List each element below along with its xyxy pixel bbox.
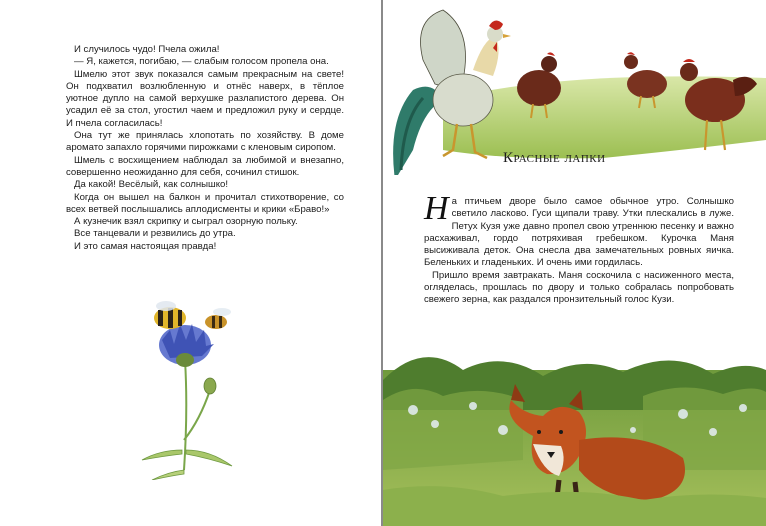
chapter-title: Красные лапки [503, 150, 606, 166]
left-paragraph-2: — Я, кажется, погибаю, — слабым голосом пропела она. [74, 56, 329, 68]
right-paragraph-2: Пришло время завтракать. Маня соскочила с насиженного места, огляделась, прошлась по двору и только собралась попробовать свежего зерна, как раздался пронзительный голос Кузи. [424, 269, 734, 306]
left-paragraph-7: Когда он вышел на балкон и прочитал стихотворение, со всех ветвей послышались аплодисменты и крики «Браво!» [66, 191, 344, 215]
left-paragraph-9: Все танцевали и резвились до утра. [74, 228, 236, 240]
honeybee-icon [205, 308, 231, 329]
left-paragraph-4: Она тут же принялась хлопотать по хозяйству. В доме аромато запахло горячими пирожками с кленовым сиропом. [66, 130, 344, 154]
right-page [383, 0, 766, 526]
left-paragraph-6: Да какой! Весёлый, как солнышко! [74, 179, 229, 191]
left-paragraph-3: Шмелю этот звук показался самым прекрасным на свете! Он подхватил возлюбленную и отнёс наверх, в тёплое уютное дупло на самой верхушке разлапистого дерева. Он усадил её за стол, угостил чаем и предложил руку и сердце. И пчела согласилась! [66, 68, 344, 129]
left-paragraph-8: А кузнечик взял скрипку и сыграл озорную польку. [74, 216, 298, 228]
right-paragraph-1-text: а птичьем дворе было самое обычное утро. Солнышко светило ласково. Гуси щипали траву. Утки плескались в луже. Петух Кузя уже давно пропел свою утреннюю песенку и важно расхаживал, гордо потряхивая гребешком. Курочка Маня высиживала деток. Она снесла два замечательных ровных яичка. Беленьких и гладеньких. И очень ими гордилась. [424, 196, 734, 269]
right-page-text [424, 190, 734, 307]
bumblebee-icon [154, 301, 186, 329]
left-paragraph-1: И случилось чудо! Пчела ожила! [74, 44, 220, 55]
drop-cap: Н [424, 190, 449, 227]
cornflower-icon [159, 324, 214, 367]
left-paragraph-10: И это самая настоящая правда! [74, 240, 217, 252]
fox-meadow-illustration [383, 340, 766, 526]
left-page-text [66, 44, 344, 253]
cornflower-bee-illustration [130, 300, 250, 480]
left-paragraph-5: Шмель с восхищением наблюдал за любимой и внезапно, совершенно неожиданно для себя, сочинил стишок. [66, 154, 344, 178]
farmyard-illustration [383, 0, 766, 175]
right-paragraph-1 [424, 190, 734, 270]
left-page [0, 0, 381, 526]
